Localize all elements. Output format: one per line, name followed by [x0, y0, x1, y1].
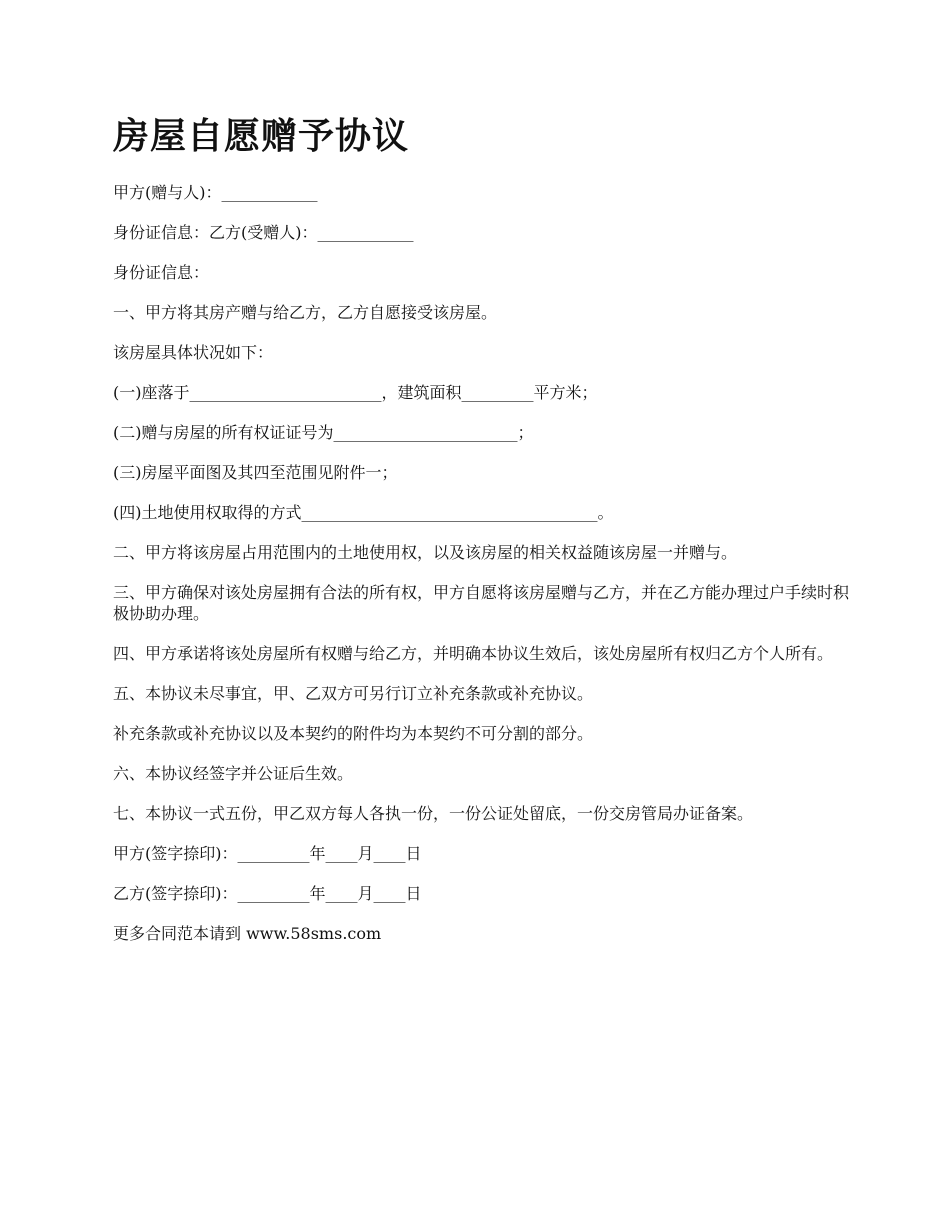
land-use-method: (四)土地使用权取得的方式_____________________________________。 [113, 503, 614, 522]
property-details-intro: 该房屋具体状况如下： [113, 343, 274, 362]
clause-6: 六、本协议经签字并公证后生效。 [113, 764, 354, 783]
clause-2: 二、甲方将该房屋占用范围内的土地使用权，以及该房屋的相关权益随该房屋一并赠与。 [113, 543, 738, 562]
party-a-signature: 甲方(签字捺印)：_________年____月____日 [113, 844, 422, 863]
clause-1: 一、甲方将其房产赠与给乙方，乙方自愿接受该房屋。 [113, 303, 498, 322]
property-location: (一)座落于________________________，建筑面积_________平方米； [113, 383, 598, 402]
property-floor-plan: (三)房屋平面图及其四至范围见附件一； [113, 463, 398, 482]
party-b-signature: 乙方(签字捺印)：_________年____月____日 [113, 884, 422, 903]
property-certificate: (二)赠与房屋的所有权证证号为_______________________； [113, 423, 534, 442]
clause-7: 七、本协议一式五份，甲乙双方每人各执一份，一份公证处留底，一份交房管局办证备案。 [113, 804, 754, 823]
id-info-line: 身份证信息： [113, 263, 210, 282]
party-b-line: 身份证信息：乙方(受赠人)：____________ [113, 223, 414, 242]
document-page [113, 112, 858, 963]
supplement-note: 补充条款或补充协议以及本契约的附件均为本契约不可分割的部分。 [113, 724, 594, 743]
clause-3: 三、甲方确保对该处房屋拥有合法的所有权，甲方自愿将该房屋赠与乙方，并在乙方能办理过户手续时积极协助办理。 [113, 583, 850, 623]
document-title: 房屋自愿赠予协议 [113, 115, 410, 157]
footer-link-text: 更多合同范本请到 www.58sms.com [113, 924, 382, 943]
clause-4: 四、甲方承诺将该处房屋所有权赠与给乙方，并明确本协议生效后，该处房屋所有权归乙方个人所有。 [113, 644, 834, 663]
party-a-line: 甲方(赠与人)：____________ [113, 183, 318, 202]
clause-5: 五、本协议未尽事宜，甲、乙双方可另行订立补充条款或补充协议。 [113, 684, 594, 703]
